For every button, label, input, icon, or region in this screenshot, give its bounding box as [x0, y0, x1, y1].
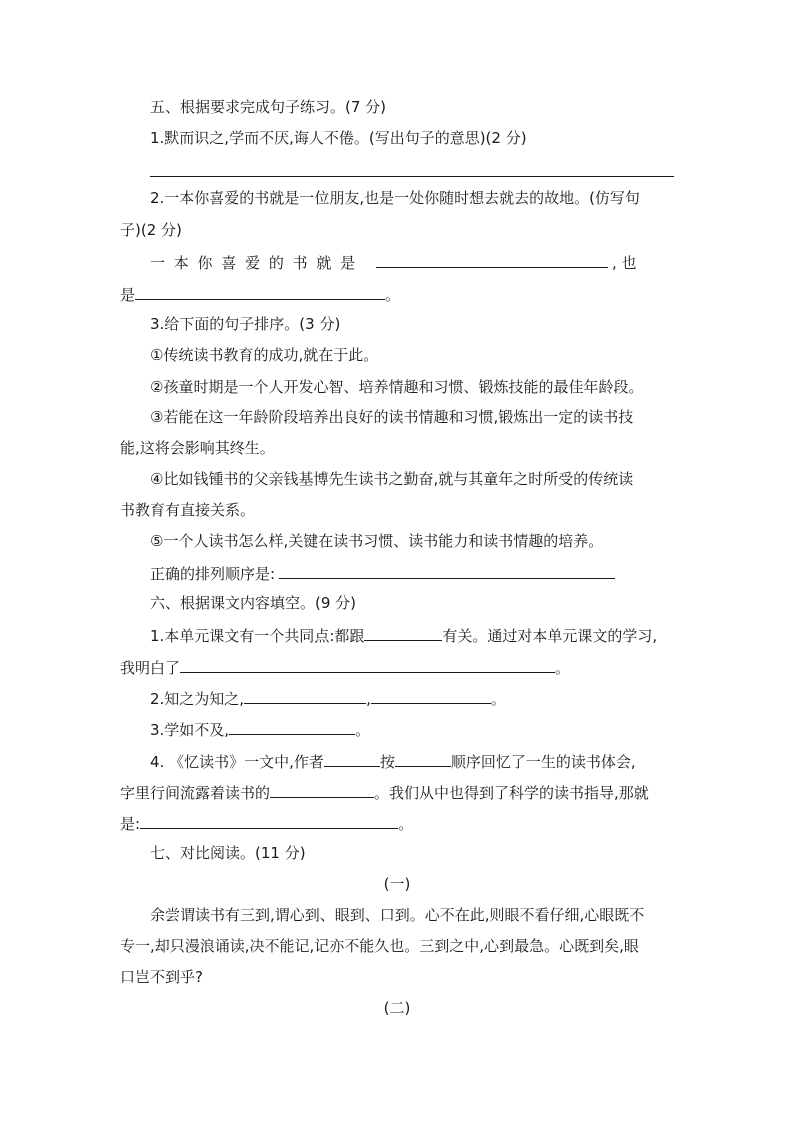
s5-question-2-line-2: 子)(2 分)	[120, 221, 182, 239]
s6-q3-end: 。	[355, 721, 371, 739]
s5-q1-answer-line[interactable]	[150, 176, 674, 177]
order-answer-blank[interactable]	[279, 562, 615, 579]
s6-q2-end: 。	[490, 690, 506, 708]
s6-q1-prompt-a: 1.本单元课文有一个共同点:都跟	[150, 627, 365, 645]
s6-q4-blank-order[interactable]	[395, 750, 451, 767]
passage-1-line-1: 余尝谓读书有三到,谓心到、眼到、口到。心不在此,则眼不看仔细,心眼既不	[150, 906, 645, 924]
s6-q1-blank-b[interactable]	[180, 656, 555, 673]
s6-q2-blank-b[interactable]	[371, 687, 491, 704]
s6-q1-line-2	[120, 656, 570, 678]
s6-q4-line-1	[150, 750, 636, 772]
s5-q2-prompt-b: 是	[120, 286, 136, 304]
s6-q4-line-3	[120, 812, 413, 834]
s6-q3-prompt: 3.学如不及,	[150, 721, 230, 739]
s5-question-3: 3.给下面的句子排序。(3 分)	[150, 315, 341, 333]
s6-q4-prompt-c-end: 。	[398, 815, 414, 833]
section-6-heading: 六、根据课文内容填空。(9 分)	[150, 594, 357, 612]
s6-q2-prompt: 2.知之为知之,	[150, 690, 245, 708]
s6-q1-prompt-b: 我明白了	[120, 659, 181, 677]
s5-question-1: 1.默而识之,学而不厌,诲人不倦。(写出句子的意思)(2 分)	[150, 129, 527, 147]
s6-q4-prompt-c: 是:	[120, 815, 141, 833]
s6-q2-comma: ,	[366, 690, 371, 708]
s5-q2-fill-line-2	[120, 283, 400, 305]
s6-q4-blank-guidance[interactable]	[140, 812, 398, 829]
sentence-3-line-1: ③若能在这一年龄阶段培养出良好的读书情趣和习惯,锻炼出一定的读书技	[150, 408, 634, 426]
s6-q4-prompt-by: 按	[379, 753, 395, 771]
sentence-1: ①传统读书教育的成功,就在于此。	[150, 346, 379, 364]
passage-1-label: (一)	[383, 875, 411, 893]
s5-question-2-line-1: 2.一本你喜爱的书就是一位朋友,也是一处你随时想去就去的故地。(仿写句	[150, 189, 640, 207]
s6-q2-blank-a[interactable]	[244, 687, 366, 704]
order-answer-row	[150, 562, 615, 584]
s6-q4-line-2	[120, 781, 649, 803]
s6-q1-blank-a[interactable]	[364, 624, 442, 641]
s6-q4-prompt-a: 4. 《忆读书》一文中,作者	[150, 753, 324, 771]
s6-q4-prompt-a-end: 顺序回忆了一生的读书体会,	[450, 753, 636, 771]
s6-q3	[150, 718, 370, 740]
sentence-2: ②孩童时期是一个人开发心智、培养情趣和习惯、锻炼技能的最佳年龄段。	[150, 378, 644, 396]
s6-q4-prompt-b-end: 。我们从中也得到了科学的读书指导,那就	[374, 784, 649, 802]
passage-2-label: (二)	[383, 999, 411, 1017]
order-label: 正确的排列顺序是:	[150, 565, 276, 583]
s6-q3-blank[interactable]	[229, 718, 355, 735]
sentence-5: ⑤一个人读书怎么样,关键在读书习惯、读书能力和读书情趣的培养。	[150, 532, 604, 550]
s6-q1-prompt-b-post: 。	[555, 659, 571, 677]
s6-q1-line-1	[150, 624, 657, 646]
passage-1-line-3: 口岂不到乎?	[120, 968, 203, 986]
s6-q4-blank-feeling[interactable]	[270, 781, 374, 798]
s6-q4-prompt-b: 字里行间流露着读书的	[120, 784, 271, 802]
s5-q2-prompt-a-end: , 也	[611, 254, 637, 272]
s6-q1-prompt-a-post: 有关。通过对本单元课文的学习,	[442, 627, 658, 645]
passage-1-line-2: 专一,却只漫浪诵读,决不能记,记亦不能久也。三到之中,心到最急。心既到矣,眼	[120, 937, 639, 955]
s5-q2-blank-a[interactable]	[376, 251, 608, 268]
section-7-heading: 七、对比阅读。(11 分)	[150, 844, 306, 862]
sentence-4-line-2: 书教育有直接关系。	[120, 501, 256, 519]
s5-q2-prompt-b-end: 。	[385, 286, 401, 304]
s5-q2-blank-b[interactable]	[135, 283, 385, 300]
s5-q2-prompt-a: 一 本 你 喜 爱 的 书 就 是	[150, 254, 358, 272]
s6-q4-blank-author[interactable]	[324, 750, 380, 767]
section-5-heading: 五、根据要求完成句子练习。(7 分)	[150, 98, 387, 116]
sentence-3-line-2: 能,这将会影响其终生。	[120, 439, 275, 457]
sentence-4-line-1: ④比如钱锺书的父亲钱基博先生读书之勤奋,就与其童年之时所受的传统读	[150, 470, 634, 488]
s6-q2	[150, 687, 506, 709]
s5-q2-fill-line-1	[150, 251, 636, 273]
